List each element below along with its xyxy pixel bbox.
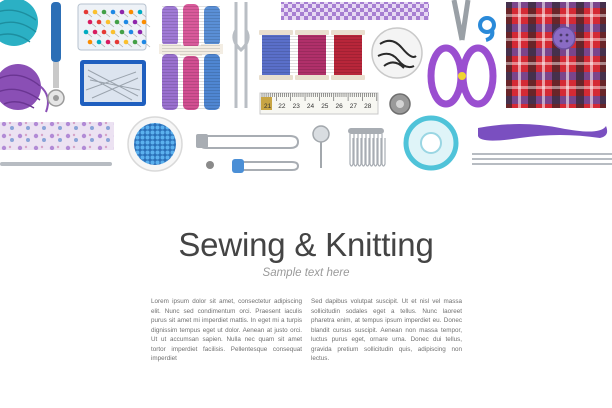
tape-number: 25 (321, 103, 329, 110)
body-text-left: Lorem ipsum dolor sit amet, consectetur adipiscing elit. Nunc sed condimentum orci. Praesent iaculis purus sit amet mi imperdiet mattis. In eget mi a turpis dignissim tempus eget ut dolor. Aenean at justo orci. Ut ut accumsan sapien. Nulla nec quam sit amet tortor imperdiet facilisis. Pellentesque consequat imperdiet (151, 298, 302, 362)
checked-ribbon (281, 2, 429, 20)
tape-number: 21 (264, 103, 272, 110)
knitting-needles (472, 154, 612, 164)
body-text-right: Sed dapibus volutpat suscipit. Ut et nisl vel massa sollicitudin sodales eget a tellus. Nunc laoreet pharetra enim, at tempus ipsum imperdiet eu. Donec blandit cursus suscipit. Aenean non massa tempor, luctus purus eget, ornare urna. Donec dui tellus, gravida pretium sollicitudin quis, adipiscing non lectus. (311, 298, 462, 362)
safety-pin-small (232, 159, 298, 173)
thread-spools (259, 30, 365, 80)
elastic-thread-spool (406, 118, 456, 168)
crochet-hook (0, 162, 112, 166)
tape-measure (260, 93, 378, 114)
tape-number: 26 (335, 103, 343, 110)
safety-pin-large (196, 134, 298, 148)
safety-pin-bundle (348, 128, 385, 166)
plaid-fabric (506, 2, 606, 108)
tape-number: 24 (306, 103, 315, 110)
safety-pin-jar (372, 28, 422, 78)
tape-number: 27 (349, 103, 358, 110)
teal-yarn-ball (0, 0, 38, 46)
floral-ribbon (0, 122, 114, 150)
purple-cord (478, 124, 607, 141)
stitch-holder (234, 2, 248, 108)
scissors (431, 0, 493, 104)
rivet (206, 161, 214, 169)
pin-box-colorful (78, 4, 150, 50)
tape-number: 28 (364, 103, 372, 110)
seam-ripper (48, 2, 64, 106)
pin-box-blue (80, 60, 146, 106)
tape-number: 22 (278, 103, 286, 110)
page-subtitle: Sample text here (262, 267, 350, 279)
embroidery-floss (159, 4, 223, 110)
stitch-marker (480, 18, 494, 40)
needle-threader (313, 126, 329, 168)
metal-button (390, 94, 410, 114)
blue-beads-bowl (128, 117, 182, 171)
tape-number: 23 (292, 103, 300, 110)
button-icon (553, 27, 575, 49)
purple-yarn-ball (0, 64, 48, 112)
page-title: Sewing & Knitting (178, 226, 434, 263)
sewing-supplies-flatlay (0, 0, 612, 200)
